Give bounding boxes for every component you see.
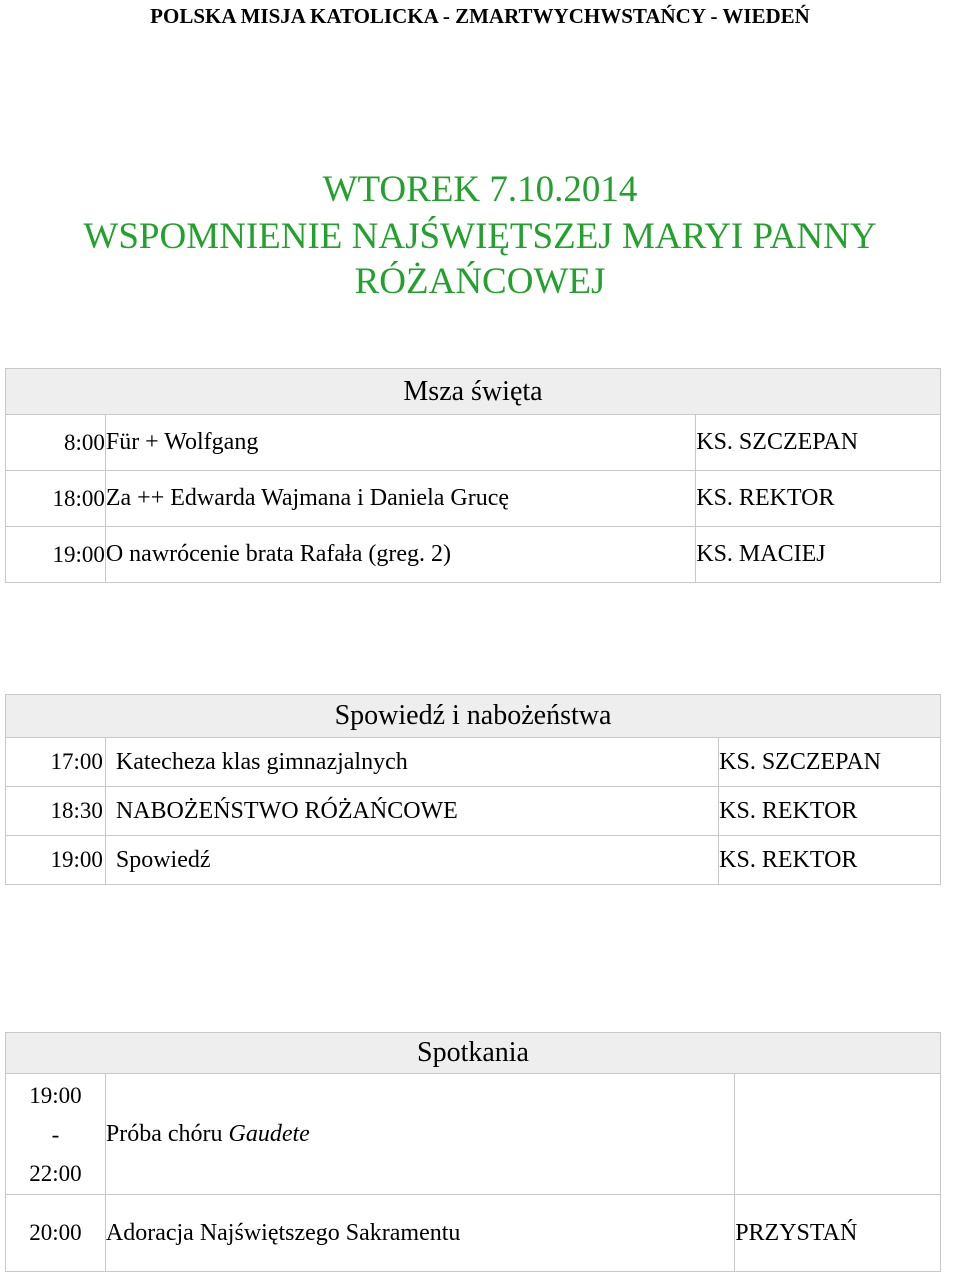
- confession-section-title: Spowiedź i nabożeństwa: [6, 695, 941, 738]
- service-priest: KS. REKTOR: [719, 787, 941, 836]
- mass-schedule-table: [5, 368, 941, 583]
- mass-time: 19:00: [6, 527, 106, 583]
- mission-header: POLSKA MISJA KATOLICKA - ZMARTWYCHWSTAŃCY - WIEDEŃ: [150, 4, 810, 28]
- table-row: [6, 738, 941, 787]
- feast-title-line-1: WSPOMNIENIE NAJŚWIĘTSZEJ MARYI PANNY: [83, 216, 877, 257]
- service-priest: KS. REKTOR: [719, 836, 941, 885]
- mass-intention: O nawrócenie brata Rafała (greg. 2): [105, 527, 695, 583]
- service-description: Katecheza klas gimnazjalnych: [105, 738, 718, 787]
- mass-celebrant: KS. REKTOR: [696, 471, 941, 527]
- meeting-description: Adoracja Najświętszego Sakramentu: [105, 1195, 734, 1272]
- day-title: WTOREK 7.10.2014: [322, 169, 638, 210]
- table-row: [6, 787, 941, 836]
- table-row: [6, 1195, 941, 1272]
- mass-celebrant: KS. MACIEJ: [696, 527, 941, 583]
- meeting-description-text: Próba chóru: [105, 1120, 229, 1147]
- meeting-time-start: 19:00: [29, 1082, 82, 1108]
- table-row: [6, 527, 941, 583]
- mass-time: 18:00: [6, 471, 106, 527]
- meetings-section-title: Spotkania: [6, 1033, 941, 1074]
- mass-time: 8:00: [6, 415, 106, 471]
- service-time: 19:00: [6, 836, 106, 885]
- meeting-time: [6, 1074, 106, 1195]
- table-row: [6, 471, 941, 527]
- service-time: 17:00: [6, 738, 106, 787]
- table-row: [6, 836, 941, 885]
- feast-title-line-2: RÓŻAŃCOWEJ: [354, 261, 606, 302]
- meeting-time: 20:00: [6, 1195, 106, 1272]
- service-description: NABOŻEŃSTWO RÓŻAŃCOWE: [105, 787, 718, 836]
- mass-intention: Für + Wolfgang: [105, 415, 695, 471]
- mass-celebrant: KS. SZCZEPAN: [696, 415, 941, 471]
- service-description: Spowiedź: [105, 836, 718, 885]
- meeting-description: [105, 1074, 734, 1195]
- confession-schedule-table: [5, 694, 941, 885]
- meeting-time-end: 22:00: [29, 1160, 82, 1186]
- table-row: [6, 415, 941, 471]
- service-priest: KS. SZCZEPAN: [719, 738, 941, 787]
- table-row: [6, 1074, 941, 1195]
- service-time: 18:30: [6, 787, 106, 836]
- meeting-place: PRZYSTAŃ: [735, 1195, 941, 1272]
- mass-intention: Za ++ Edwarda Wajmana i Daniela Grucę: [105, 471, 695, 527]
- mass-section-title: Msza święta: [6, 369, 941, 415]
- meetings-schedule-table: [5, 1032, 941, 1272]
- meeting-place: [735, 1074, 941, 1195]
- meeting-time-separator: -: [51, 1121, 60, 1147]
- meeting-choir-name: Gaudete: [228, 1120, 310, 1147]
